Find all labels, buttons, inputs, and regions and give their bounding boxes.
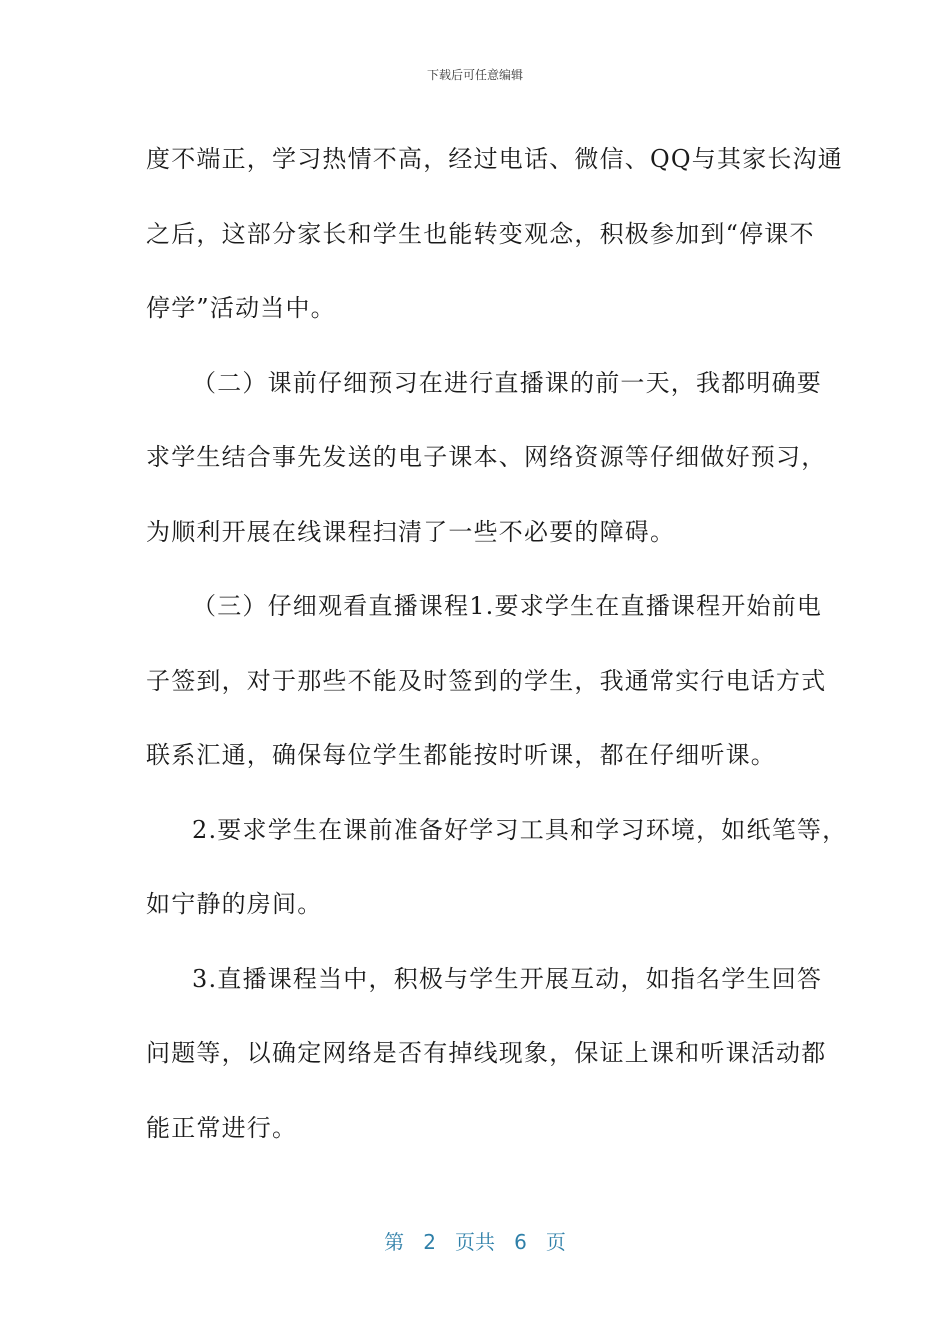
text-line: 能正常进行。 [146,1113,298,1142]
text-line: 如宁静的房间。 [146,890,323,918]
header-note: 下载后可任意编辑 [426,68,523,82]
page-suffix: 页 [545,1230,566,1254]
text-line: 求学生结合事先发送的电子课本、网络资源等仔细做好预习， [146,443,827,471]
text-line: （三）仔细观看直播课程1.要求学生在直播课程开始前电 [192,592,823,620]
page-number-footer [0,1226,950,1255]
text-line: 3.直播课程当中，积极与学生开展互动，如指名学生回答 [192,964,823,993]
text-line: 度不端正，学习热情不高，经过电话、微信、QQ与其家长沟通 [146,145,843,173]
document-body [146,122,848,1165]
text-line: （二）课前仔细预习在进行直播课的前一天，我都明确要 [192,368,822,397]
page-current: 2 [423,1230,436,1254]
page-middle: 页共 [455,1230,495,1254]
text-line: 问题等，以确定网络是否有掉线现象，保证上课和听课活动都 [146,1039,827,1067]
page-total: 6 [514,1230,527,1254]
text-line: 2.要求学生在课前准备好学习工具和学习环境，如纸笔等， [192,815,848,844]
text-line: 为顺利开展在线课程扫清了一些不必要的障碍。 [146,517,676,546]
page-prefix: 第 [384,1230,405,1254]
text-line: 停学”活动当中。 [146,294,336,322]
text-line: 联系汇通，确保每位学生都能按时听课，都在仔细听课。 [146,741,776,769]
text-line: 子签到，对于那些不能及时签到的学生，我通常实行电话方式 [146,666,827,695]
text-line: 之后，这部分家长和学生也能转变观念，积极参加到“停课不 [146,219,815,248]
